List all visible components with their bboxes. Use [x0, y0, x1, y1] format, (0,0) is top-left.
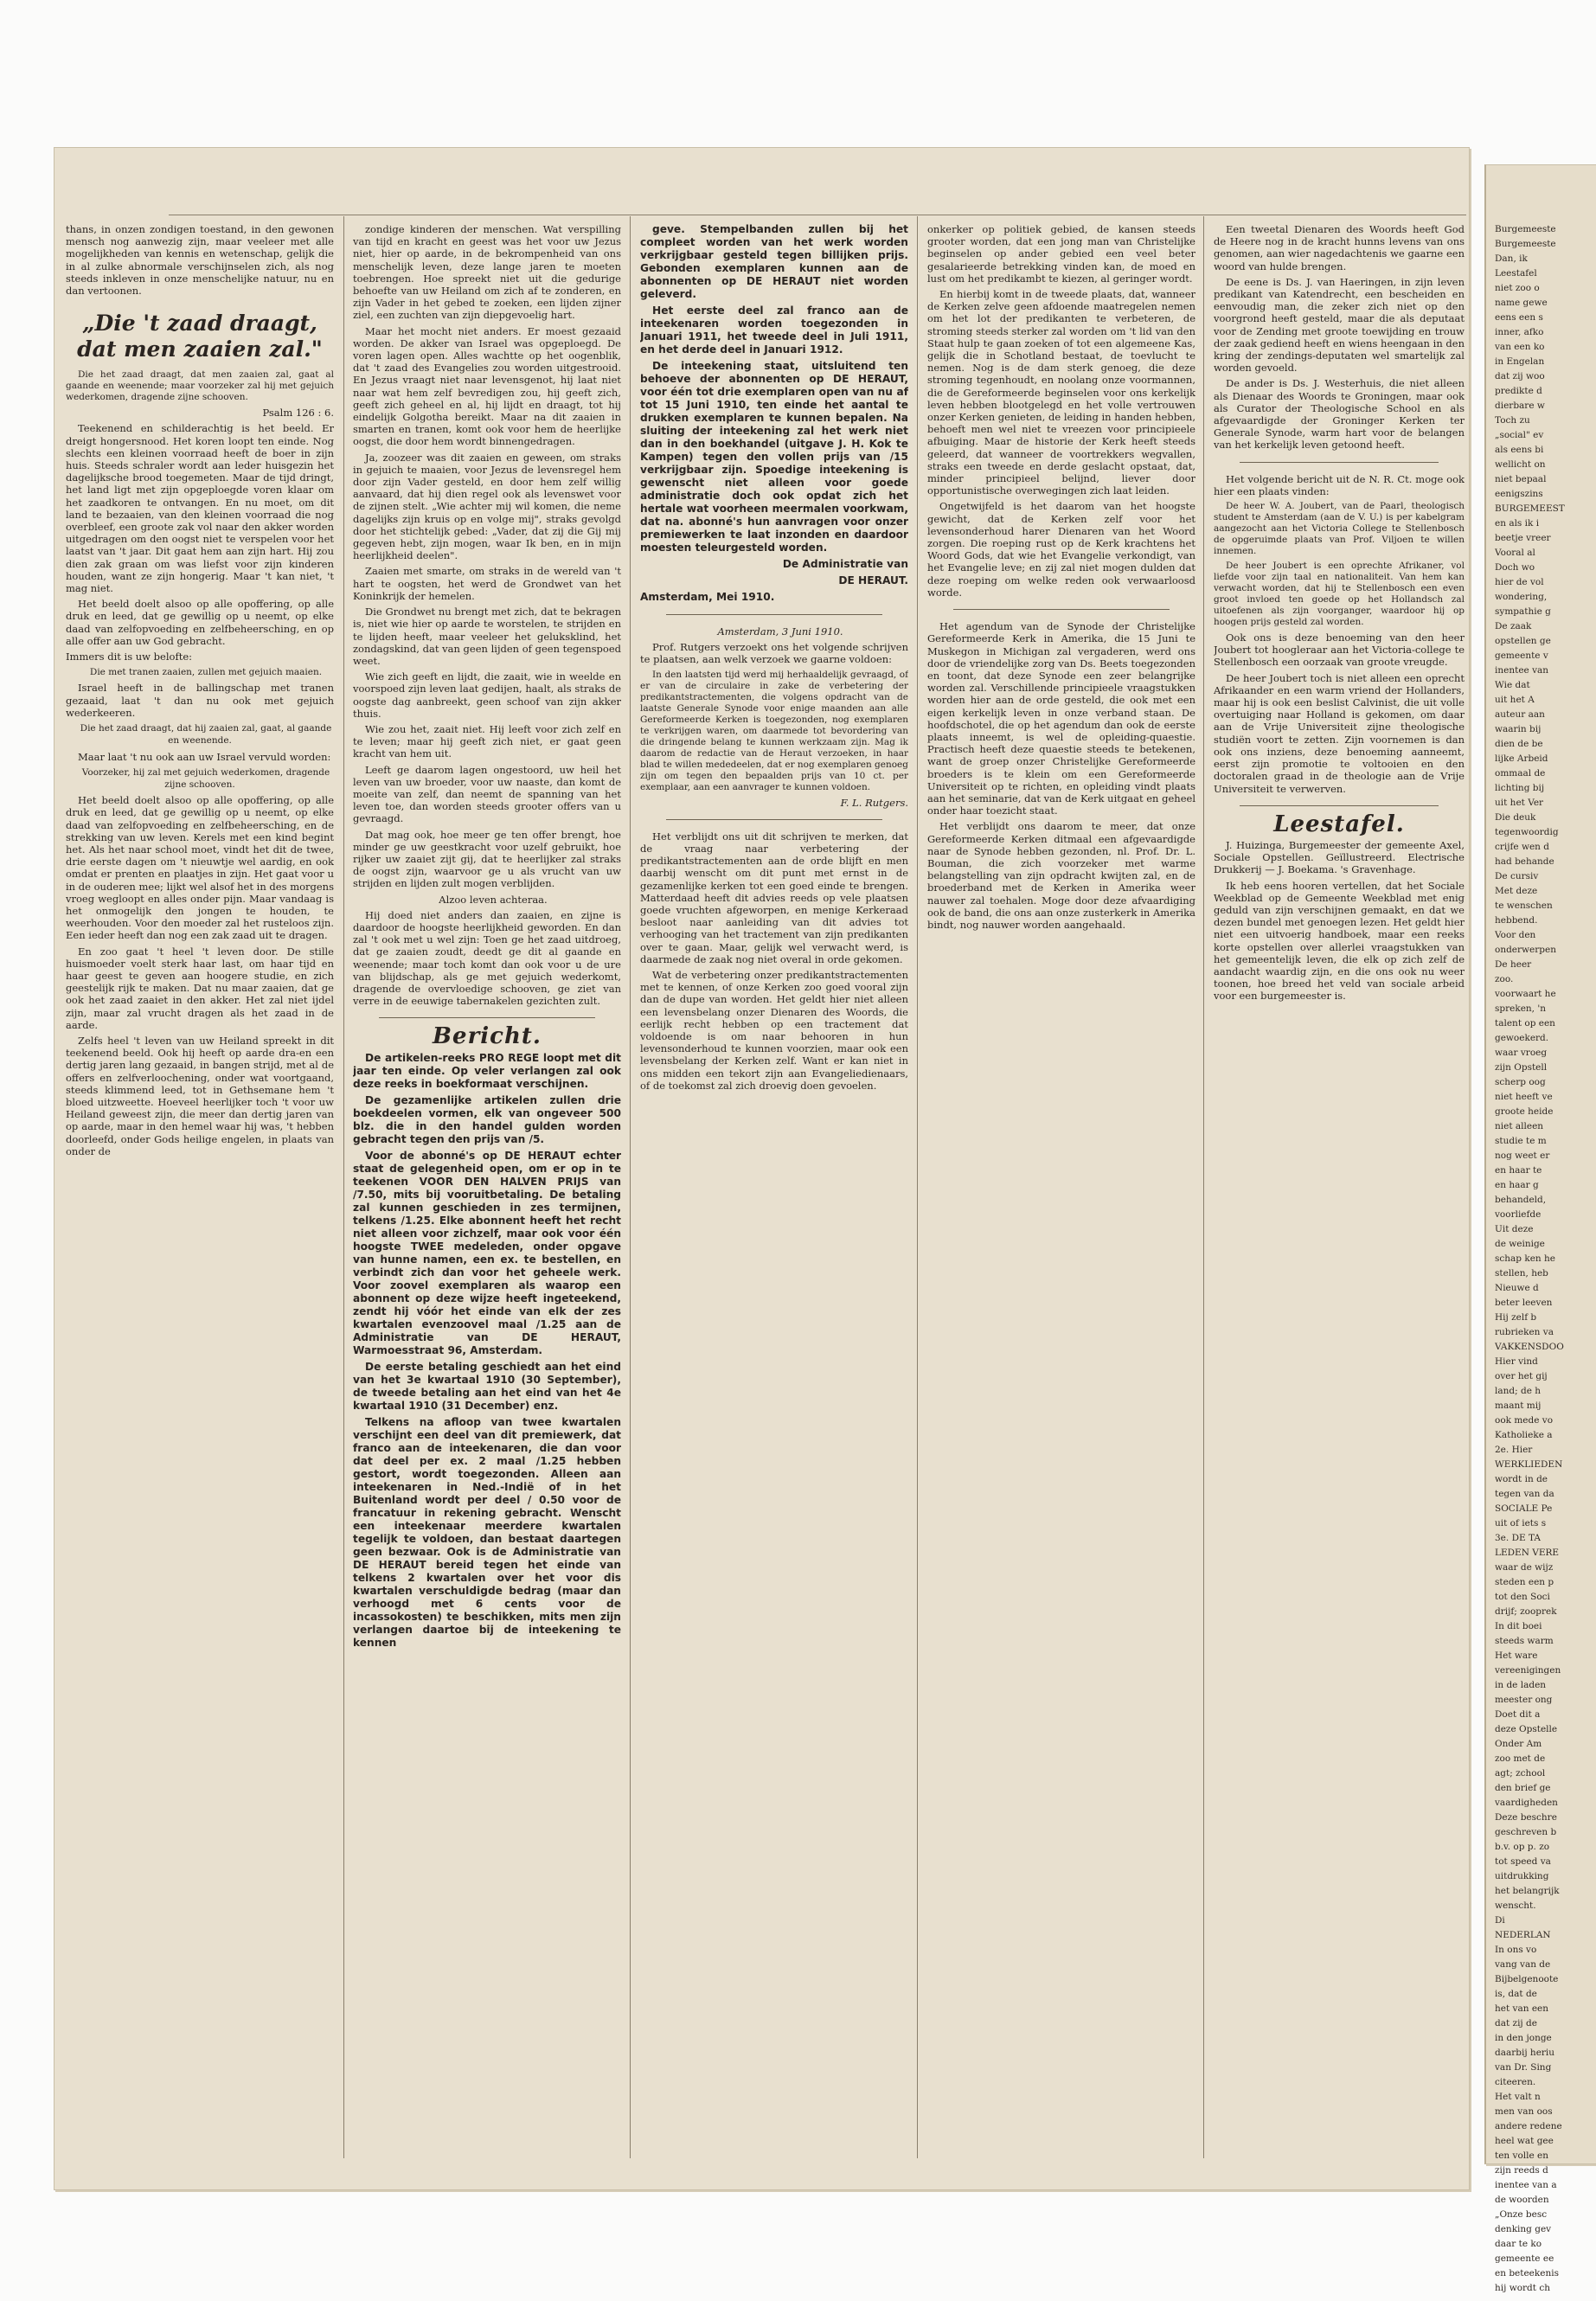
fragment-line: dierbare w [1495, 401, 1545, 411]
fragment-line: is, dat de [1495, 1989, 1537, 1999]
fragment-line: eens een s [1495, 312, 1543, 323]
paragraph: Ja, zoozeer was dit zaaien en geween, om straks in gejuich te maaien, voor Jezus de levensregel hem door zijn Vader gesteld, en door hem zelf willig aanvaard, dat hij dien regel ook als levenswet voor de zijnen stelt. „Wie achter mij wil komen, die neme dagelijks zijn kruis op en volge mij", straks gevolgd door het stichtelijk gebed: „Vader, dat zij die Gij mij gegeven hebt, zijn mogen, waar Ik ben, en in mijn heerlijkheid deelen". [353, 451, 621, 562]
fragment-line: behandeld, [1495, 1195, 1547, 1205]
fragment-line: inentee van [1495, 665, 1549, 676]
fragment-line: crijfe wen d [1495, 842, 1549, 852]
fragment-line: maant mij [1495, 1400, 1542, 1411]
fragment-line: de weinige [1495, 1239, 1545, 1249]
fragment-line: wordt in de [1495, 1474, 1548, 1484]
fragment-line: De zaak [1495, 621, 1532, 631]
fragment-line: WERKLIEDEN [1495, 1459, 1563, 1470]
fragment-line: niet heeft ve [1495, 1092, 1553, 1102]
paragraph: Wie zou het, zaait niet. Hij leeft voor zich zelf en te leven; maar hij geeft zich niet, er gaat geen kracht van hem uit. [353, 722, 621, 760]
fragment-line: en als ik i [1495, 518, 1540, 529]
paragraph: Immers dit is uw belofte: [66, 651, 192, 663]
fragment-line: gewoekerd. [1495, 1033, 1549, 1043]
notice-paragraph: De gezamenlijke artikelen zullen drie boekdeelen vormen, elk van ongeveer 500 blz. die in den handel gulden worden gebracht tegen den prijs van /5. [353, 1093, 621, 1145]
fragment-line: uitdrukking [1495, 1871, 1549, 1881]
fragment-line: agt; zchool [1495, 1768, 1546, 1779]
fragment-line: land; de h [1495, 1386, 1542, 1396]
paragraph: Maar het mocht niet anders. Er moest gezaaid worden. De akker van Israel was opgeploegd. De voren lagen open. Alles wachtte op het oogenblik, dat 't zaad des Evangelies zou worden uitgestrooid. En Jezus vraagt niet naar levensgenot, hij laat niet naar wat hem zelf bevredigen zou, hij geeft zich, geeft zich geheel en al, hij lijdt en draagt, tot hij eindelijk Golgotha bereikt. Maar na dit zaaien in smarten en tranen, komt ook voor hem de heerlijke oogst, die door hem wordt binnengedragen. [353, 324, 621, 448]
paragraph: Leeft ge daarom lagen ongestoord, uw heil het leven van uw broeder, voor uw naaste, dan komt de moeite van zelf, dan neemt de spanning van het leven toe, dan worden steeds grooter offers van u gevraagd. [353, 763, 621, 825]
fragment-line: BURGEMEEST [1495, 503, 1565, 514]
paragraph: Maar laat 't nu ook aan uw Israel vervuld worden: [78, 750, 331, 763]
notice-paragraph: De inteekening staat, uitsluitend ten behoeve der abonnenten op DE HERAUT, voor één tot drie exemplaren open van nu af tot 15 Juni 1910, ten einde het aantal te drukken exemplaren te kunnen bepalen. Na sluiting der inteekening zal het werk niet dan in den boekhandel (uitgave J. H. Kok te Kampen) tegen den vollen prijs van /15 verkrijgbaar zijn. Spoedige inteekening is gewenscht niet alleen voor goede administratie doch ook opdat zich het hertale wat voorheen meermalen voorkwam, dat na. abonné's hun aanvragen voor onzer premiewerken te laat inzonden en daardoor moesten teleurgesteld worden. [640, 360, 908, 554]
fragment-line: wellicht on [1495, 459, 1546, 470]
quoted-paragraph: De heer W. A. Joubert, van de Paarl, theologisch student te Amsterdam (aan de V. U.) is per kabelgram aangezocht aan het Victoria College te Stellenbosch de opgeruimde plaats van Prof. Viljoen te willen innemen. [1214, 501, 1465, 557]
verse-quote: Die met tranen zaaien, zullen met gejuich maaien. [89, 667, 323, 678]
fragment-line: In ons vo [1495, 1945, 1537, 1955]
paragraph: Het agendum van de Synode der Christelijke Gereformeerde Kerk in Amerika, die 15 Juni te Muskegon in Michigan zal vergaderen, werd ons door de vriendelijke zorg van Ds. Beets toegezonden en toont, dat deze Synode een zeer belangrijke worden zal. Verschillende principieele vraagstukken worden hier aan de orde gesteld, die ook met een eigen kerkelijk leven in onze verband staan. De hoofdschotel, die op het agendum dan ook de eerste plaats inneemt, is wel de opleiding-quaestie. Practisch heeft deze quaestie steeds te betekenen, want de groep onzer Christelijke Gereformeerde broeders is te klein om een Gereformeerde Universiteit op te richten, en opleiding vindt plaats aan het seminarie, dat van de Kerk uitgaat en geheel onder haar toezicht staat. [927, 620, 1195, 817]
fragment-line: vaardigheden [1495, 1798, 1558, 1808]
paragraph: Een tweetal Dienaren des Woords heeft God de Heere nog in de kracht hunns levens van ons genomen, aan wier nagedachtenis we gaarne een woord van hulde brengen. [1214, 223, 1465, 272]
fragment-line: waarin bij [1495, 724, 1542, 734]
fragment-line: voorliefde [1495, 1209, 1542, 1220]
fragment-line: Dan, ik [1495, 253, 1528, 264]
fragment-line: Wie dat [1495, 680, 1530, 690]
fragment-line: zijn reeds d [1495, 2165, 1548, 2176]
paragraph: Het volgende bericht uit de N. R. Ct. moge ook hier een plaats vinden: [1214, 472, 1465, 497]
paragraph: Die Grondwet nu brengt met zich, dat te bekragen is, niet wie hier op aarde te worstelen, te strijden en te lijden heeft, maar veeleer het geluksklind, het zondagskind, dat van geen lijden of geen tegenspoed weet. [353, 606, 621, 667]
fragment-line: LEDEN VERE [1495, 1548, 1560, 1558]
fragment-line: VAKKENSDOO [1495, 1342, 1564, 1352]
fragment-line: daar te ko [1495, 2239, 1542, 2249]
column-2 [353, 223, 621, 1653]
fragment-line: ten volle en [1495, 2150, 1549, 2161]
fragment-line: tot den Soci [1495, 1592, 1550, 1602]
fragment-line: b.v. op p. zo [1495, 1842, 1550, 1852]
paragraph: En zoo gaat 't heel 't leven door. De stille huismoeder voelt sterk haar last, om haar tijd en haar geest te geven aan hoogere studie, en zich geestelijk rijk te maken. Dat nu maar zaaien, dat ge ook het zaad zaaiet in den akker. Het zal niet ijdel zijn, maar zal vrucht dragen als het zaad in de aarde. [66, 945, 334, 1031]
verse-reference: Psalm 126 : 6. [262, 407, 334, 420]
column-1 [66, 223, 334, 1161]
verse-quote: Die het zaad draagt, dat men zaaien zal, gaat al gaande en weenende; maar voorzeker zal hij met gejuich wederkomen, dragende zijne schooven. [66, 369, 334, 403]
fragment-line: Hier vind [1495, 1356, 1538, 1367]
fragment-line: Doch wo [1495, 562, 1535, 573]
fragment-line: Toch zu [1495, 415, 1530, 426]
fragment-line: als eens bi [1495, 445, 1544, 455]
fragment-line: talent op een [1495, 1018, 1555, 1029]
fragment-line: geschreven b [1495, 1827, 1557, 1837]
fragment-line: zoo met de [1495, 1753, 1546, 1764]
fragment-line: opstellen ge [1495, 636, 1551, 646]
paragraph: Israel heeft in de ballingschap met tranen gezaaid, laat 't dan nu ook met gejuich wederkeeren. [66, 682, 334, 719]
fragment-line: In dit boei [1495, 1621, 1542, 1631]
fragment-line: scherp oog [1495, 1077, 1546, 1087]
fragment-line: zijn Opstell [1495, 1062, 1548, 1073]
fragment-line: andere redene [1495, 2121, 1562, 2131]
notice-paragraph: De eerste betaling geschiedt aan het eind van het 3e kwartaal 1910 (30 September), de tweede betaling aan het eind van het 4e kwartaal 1910 (31 December) enz. [353, 1360, 621, 1412]
paragraph: Dat mag ook, hoe meer ge ten offer brengt, hoe minder ge uw geestkracht voor uzelf gebruikt, hoe rijker uw zaaiet zijt gij, dat te heerlijker zal straks de oogst zijn, waarvoor ge u als vrucht van uw strijden en lijden zult mogen verblijden. [353, 828, 621, 890]
fragment-line: Het valt n [1495, 2092, 1541, 2102]
fragment-line: drijf; zooprek [1495, 1606, 1557, 1617]
fragment-line: steeds warm [1495, 1636, 1554, 1646]
paragraph: zondige kinderen der menschen. Wat verspilling van tijd en kracht en geest was het voor uw Jezus niet, hier op aarde, in de bekrompenheid van ons menschelijk leven, deze lange jaren te moeten toebrengen. Hoe spreekt niet uit die gedurige behoefte van uw Heiland om zich af te zonderen, en zijn Vader in het gebed te zoeken, een lijden zijner ziel, een zuchten van zijn diepgevoelig hart. [353, 223, 621, 322]
notice-paragraph: Het eerste deel zal franco aan de inteekenaren worden toegezonden in Januari 1911, het tweede deel in Juli 1911, en het derde deel in Januari 1912. [640, 304, 908, 356]
fragment-line: het belangrijk [1495, 1886, 1560, 1896]
fragment-line: uit het A [1495, 695, 1535, 705]
fragment-line: groote heide [1495, 1106, 1554, 1117]
fragment-line: van Dr. Sing [1495, 2062, 1552, 2073]
fragment-line: gemeente v [1495, 651, 1548, 661]
fragment-line: hij wordt ch [1495, 2283, 1550, 2293]
paragraph: Ook ons is deze benoeming van den heer Joubert tot hoogleraar aan het Victoria-college te Stellenbosch een oorzaak van groote vreugde. [1214, 631, 1465, 669]
fragment-line: wondering, [1495, 592, 1548, 602]
fragment-line: Met deze [1495, 886, 1538, 896]
fragment-line: tegen van da [1495, 1489, 1554, 1499]
paragraph: Het verblijdt ons daarom te meer, dat onze Gereformeerde Kerken ditmaal een afgevaardigde naar de Synode hebben gezonden, nl. Prof. Dr. L. Bouman, die zich voorzeker met warme belangstelling van zijn opdracht kwijten zal, en de broederband met de Kerken in Amerika weer nauwer zal toehalen. Moge door deze afvaardiging ook de band, die ons aan onze zusterkerk in Amerika bindt, nog nauwer worden aangehaald. [927, 820, 1195, 931]
fragment-line: Bijbelgenoote [1495, 1974, 1559, 1984]
fragment-line: hebbend. [1495, 915, 1538, 926]
fragment-line: van een ko [1495, 342, 1545, 352]
fragment-line: Burgemeeste [1495, 224, 1556, 234]
fragment-line: NEDERLAN [1495, 1930, 1551, 1940]
fragment-line: predikte d [1495, 386, 1542, 396]
fragment-line: Doet dit a [1495, 1709, 1541, 1720]
fragment-line: Uit deze [1495, 1224, 1534, 1234]
paragraph: Wie zich geeft en lijdt, die zaait, wie in weelde en voorspoed zijn leven laat gedijen, haalt, als straks de oogste dag aanbreekt, geen schoof van zijn akker thuis. [353, 670, 621, 720]
fragment-line: tegenwoordig [1495, 827, 1559, 837]
fragment-line: Deze beschre [1495, 1812, 1557, 1823]
column-4 [927, 223, 1195, 934]
paragraph: Teekenend en schilderachtig is het beeld. Er dreigt hongersnood. Het koren loopt ten einde. Nog slechts een kleinen voorraad heeft de boer in zijn huis. Steeds schraler wordt aan leder huisgezin het dagelijksche brood toegemeten. Maar de tijd dringt, het land ligt met zijn opgeploegde voren klaar om het zaadkoren te ontvangen. En nu moet, om dit land te bezaaien, van den kleinen voorraad die nog overbleef, een groote zak vol naar den akker worden uitgedragen om den oogst niet te verspelen voor het laatst van 't jaar. Dit gaat hem aan zijn hart. Hij zou dien zak graan om was liefst voor zijn kinderen houden, want ze zijn hongerig. Maar 't kan niet, 't mag niet. [66, 422, 334, 595]
intro-paragraph: thans, in onzen zondigen toestand, in den gewonen mensch nog aanwezig zijn, maar veeleer met alle mogelijkheden van kennis en wetenschap, gelijk die in al zulke abnormale verschijnselen zich, als nog steeds inkleven in onze menschelijke natuur, nu en dan vertoonen. [66, 223, 334, 298]
fragment-line: eenigszins [1495, 489, 1543, 499]
fragment-line: Voor den [1495, 930, 1536, 940]
fragment-line: in Engelan [1495, 356, 1545, 367]
quoted-letter: In den laatsten tijd werd mij herhaaldelijk gevraagd, of er van de circulaire in zake de verbetering der predikantstractementen, die volgens opdracht van de laatste Generale Synode voor enige maanden aan alle Gereformeerde Kerken is toegezonden, nog exemplaren te verkrijgen waren, om daarmede tot bevordering van die dringende belang te kunnen werkzaam zijn. Mag ik daarom de redactie van de Heraut verzoeken, in haar blad te willen mededeelen, dat er nog exemplaren genoeg zijn om tegen den bepaalden prijs van 10 ct. per exemplaar, aan een aanvrager te kunnen voldoen. [640, 669, 908, 792]
fragment-line: den brief ge [1495, 1783, 1551, 1793]
fragment-line: Hij zelf b [1495, 1312, 1537, 1323]
fragment-line: name gewe [1495, 298, 1548, 308]
paragraph: Wat de verbetering onzer predikantstractementen met te kennen, of onze Kerken zoo goed vooral zijn dan de dupe van worden. Het geldt hier niet alleen een levensbelang onzer Dienaren des Woords, die eerlijk recht hebben op een tractement dat voldoende is om naar behooren in hun levensonderhoud te kunnen voorzien, maar ook een levensbelang der Kerken zelf. Want er kan niet in ons midden een tekort zijn aan Evangeliedienaars, of de toekomst zal zich droevig doen gevoelen. [640, 969, 908, 1092]
column-rule [630, 216, 631, 2158]
article-heading: „Die 't zaad draagt, dat men zaaien zal." [77, 311, 323, 362]
signature-place: Amsterdam, Mei 1910. [640, 591, 775, 603]
paragraph: De ander is Ds. J. Westerhuis, die niet alleen als Dienaar des Woords te Groningen, maar ook als Curator der Theologische School en als afgevaardigde der Groninger Kerken ter Generale Synode, warm hart voor de belangen van het kerkelijk leven getoond heeft. [1214, 377, 1465, 452]
fragment-line: denking gev [1495, 2224, 1552, 2234]
fragment-line: Het ware [1495, 1650, 1538, 1661]
fragment-line: Die deuk [1495, 812, 1536, 823]
fragment-line: auteur aan [1495, 709, 1545, 720]
fragment-line: SOCIALE Pe [1495, 1503, 1553, 1514]
fragment-line: waar de wijz [1495, 1562, 1554, 1573]
fragment-line: inner, afko [1495, 327, 1544, 337]
signature-name: DE HERAUT. [838, 574, 908, 586]
fragment-line: uit of iets s [1495, 1518, 1547, 1529]
fragment-line: zoo. [1495, 974, 1514, 984]
fragment-line: gemeente ee [1495, 2253, 1554, 2264]
fragment-line: de woorden [1495, 2195, 1549, 2205]
fragment-line: vang van de [1495, 1959, 1551, 1970]
column-3 [640, 223, 908, 1095]
fragment-line: studie te m [1495, 1136, 1547, 1146]
paragraph: Het verblijdt ons uit dit schrijven te merken, dat de vraag naar verbetering der predikantstractementen aan de orde blijft en men daarbij wenscht om dit punt met ernst in de gezamenlijke kerken tot een goed einde te brengen. Matterdaad heeft dit advies reeds op vele plaatsen goede vruchten afgeworpen, en menige Kerkeraad besloot naar aanleiding van dit advies tot verhooging van het tractement van zijn predikanten over te gaan. Maar, gelijk wel verwacht werd, is daarmede de zaak nog niet overal in orde gekomen. [640, 830, 908, 965]
fragment-line: onderwerpen [1495, 945, 1556, 955]
fragment-line: had behande [1495, 856, 1554, 867]
paragraph: onkerker op politiek gebied, de kansen steeds grooter worden, dat een jong man van Christelijke beginselen op ander gebied een veel beter gesalarieerde betrekking vinden kan, de moed en lust om het predikambt te kiezen, al geringer wordt. [927, 223, 1195, 285]
fragment-line: tot speed va [1495, 1856, 1551, 1867]
fragment-line: daarbij heriu [1495, 2048, 1555, 2058]
fragment-line: lijke Arbeid [1495, 753, 1548, 764]
paragraph: Alzoo leven achteraa. [439, 893, 548, 906]
fragment-line: Vooral al [1495, 548, 1535, 558]
fragment-line: De cursiv [1495, 871, 1539, 881]
fragment-line: uit het Ver [1495, 798, 1544, 808]
notice-paragraph: geve. Stempelbanden zullen bij het compleet worden van het werk worden verkrijgbaar gesteld tegen billijken prijs. Gebonden exemplaren kunnen aan de abonnenten op DE HERAUT niet worden geleverd. [640, 223, 908, 300]
fragment-line: men van oos [1495, 2106, 1553, 2117]
fragment-line: Leestafel [1495, 268, 1537, 279]
notice-paragraph: Voor de abonné's op DE HERAUT echter staat de gelegenheid open, om er op in te teekenen VOOR DEN HALVEN PRIJS van /7.50, mits bij vooruitbetaling. De betaling zal kunnen geschieden in zes termijnen, telkens /1.25. Elke abonnent heeft het recht niet alleen voor zichzelf, maar ook voor één hoogste TWEE medeleden, onder opgave van hunne namen, een ex. te bestellen, en verbindt zich dan voor het geheele werk. Voor zoovel exemplaren als waarop een abonnent op deze wijze heeft ingeteekend, zendt hij vóór het einde van elk der zes kwartalen evenzoovel maal /1.25 aan de Administratie van DE HERAUT, Warmoesstraat 96, Amsterdam. [353, 1149, 621, 1356]
notice-paragraph: Telkens na afloop van twee kwartalen verschijnt een deel van dit premiewerk, dat franco aan de inteekenaren, die dan voor dat deel per ex. 2 maal /1.25 hebben gestort, wordt toegezonden. Alleen aan inteekenaren in Ned.-Indië of in het Buitenland wordt per deel / 0.50 voor de francatuur in rekening gebracht. Wenscht een inteekenaar meerdere kwartalen tegelijk te voldoen, dan bestaat daartegen geen bezwaar. Ook is de Administratie van DE HERAUT bereid tegen het einde van telkens 2 kwartalen over het voor dis kwartalen verschuldigde bedrag (maar dan verhoogd met 6 cents voor de incassokosten) te beschikken, mits men zijn verlangen daartoe bij de inteekening te kennen [353, 1415, 621, 1649]
fragment-line: „social" ev [1495, 430, 1544, 440]
fragment-line: in de laden [1495, 1680, 1547, 1690]
fragment-line: niet bepaal [1495, 474, 1547, 484]
fragment-line: wenscht. [1495, 1900, 1536, 1911]
fragment-line: spreken, 'n [1495, 1003, 1547, 1014]
paragraph: Ik heb eens hooren vertellen, dat het Sociale Weekblad op de Gemeente Weekblad met enig geduld van zijn verschijnen gemaakt, en dat we dezen bundel met genoegen lezen. Het geldt hier niet een uitvoerig handboek, maar een reeks korte opstellen over allerlei vraagstukken van het gemeentelijk leven, die elk op zich zelf de aandacht waardig zijn, en die ons ook nu weer toonen, hoe breed het veld van sociale arbeid voor een burgemeester is. [1214, 879, 1465, 1003]
leestafel-heading: Leestafel. [1273, 811, 1405, 837]
fragment-line: Onder Am [1495, 1739, 1542, 1749]
divider [379, 1017, 595, 1018]
fragment-line: citeeren. [1495, 2077, 1536, 2087]
fragment-line: en haar g [1495, 1180, 1539, 1190]
fragment-line: dat zij de [1495, 2018, 1537, 2029]
fragment-line: schap ken he [1495, 1253, 1556, 1264]
fragment-line: nog weet er [1495, 1150, 1550, 1161]
verse-quote: Voorzeker, hij zal met gejuich wederkomen, dragende zijne schooven. [81, 766, 330, 790]
fragment-line: ook mede vo [1495, 1415, 1554, 1426]
paragraph: Zelfs heel 't leven van uw Heiland spreekt in dit teekenend beeld. Ook hij heeft op aarde dra-en een dertig jaren lang gezaaid, in bangen strijd, met al de offers en zelfverloochening, onder wat voortgaand, steeds klimmend leed, tot in Gethsemane hem 't bloed uitzweette. Hoeveel heerlijker toch 't voor uw Heiland geweest zijn, die meer dan dertig jaren van op aarde, maar in den hemel waar hij was, 't hebben doorleefd, onder Gods heilige engelen, in plaats van onder de [66, 1034, 334, 1157]
fragment-line: 3e. DE TA [1495, 1533, 1542, 1543]
paragraph: De heer Joubert toch is niet alleen een oprecht Afrikaander en een warm vriend der Hollanders, maar hij is ook een beslist Calvinist, die uit volle overtuiging naar Holland is gekomen, om daar aan de Vrije Universiteit zijne theologische studiën voort te zetten. Zijn voornemen is dan ook ons inziens, deze benoeming aanneemt, eerst zijn promotie te voltooien en den doctoralen graad in de theologie aan de Vrije Universiteit te verwerven. [1214, 671, 1465, 795]
fragment-line: over het gij [1495, 1371, 1548, 1381]
fragment-line: waar vroeg [1495, 1048, 1548, 1058]
fragment-line: het van een [1495, 2003, 1549, 2014]
fragment-line: stellen, heb [1495, 1268, 1548, 1279]
paragraph: Het beeld doelt alsoo op alle opoffering, op alle druk en leed, dat ge gewillig op u neemt, op elke daad van zelfopvoeding en zelfbeheersching, en op alle offer aan uw God gebracht. [66, 598, 334, 647]
fragment-line: deze Opstelle [1495, 1724, 1558, 1734]
dateline: Amsterdam, 3 Juni 1910. [717, 625, 843, 638]
fragment-line: rubrieken va [1495, 1327, 1554, 1337]
column-rule [917, 216, 918, 2158]
quoted-paragraph: De heer Joubert is een oprechte Afrikaner, vol liefde voor zijn taal en nationaliteit. Van hem kan verwacht worden, dat hij te Stellenbosch een even groot invloed ten goede op het Hollandsch zal uitoefenen als zijn voorganger, waardoor hij op hoogen prijs gesteld zal worden. [1214, 561, 1465, 628]
fragment-line: lichting bij [1495, 783, 1545, 793]
column-5 [1214, 223, 1465, 1006]
fragment-line: hier de vol [1495, 577, 1544, 587]
fragment-line: ommaal de [1495, 768, 1546, 779]
fragment-line: te wenschen [1495, 901, 1553, 911]
fragment-line: meester ong [1495, 1695, 1553, 1705]
paragraph: Het beeld doelt alsoo op alle opoffering, op alle druk en leed, dat ge gewillig op u neemt, op elke daad van zelfopvoeding en zelfbeheersching, en de strekking van uw leven. Kerels met een kind begint het. Als het naar school moet, vindt het dit de twee, drie eerste dagen om 't nieuwtje wel aardig, en ook omdat er prenten en plaatjes in zijn. Het gaat voor u in de ouderen mee; lijkt wel alsof het in des morgens vroeg wegloopt en alles onder pijn. Maar vandaag is het onmogelijk den jongen te houden, te weerhouden. Voor den moeder zal het rusteloos zijn. Een ieder heeft dan nog een zak zaad uit te dragen. [66, 794, 334, 942]
divider [1240, 805, 1439, 806]
book-entry: J. Huizinga, Burgemeester der gemeente Axel, Sociale Opstellen. Geïllustreerd. Electrische Drukkerij — J. Boekama. 's Gravenhage. [1214, 838, 1465, 876]
adjacent-page-text [1495, 223, 1594, 2297]
fragment-line: Katholieke a [1495, 1430, 1553, 1440]
fragment-line: steden een p [1495, 1577, 1554, 1587]
fragment-line: De heer [1495, 959, 1532, 970]
paragraph: De eene is Ds. J. van Haeringen, in zijn leven predikant van Katendrecht, een bescheiden en eenvoudig man, die zeker zich niet op den voorgrond heeft gesteld, maar die als deputaat voor de Zending met groote toewijding en trouw der zaak gediend heeft en wiens heengaan in den kring der zendings-deputaten wel smartelijk zal worden gevoeld. [1214, 275, 1465, 375]
fragment-line: voorwaart he [1495, 989, 1556, 999]
fragment-line: vereenigingen [1495, 1665, 1561, 1676]
paragraph: Prof. Rutgers verzoekt ons het volgende schrijven te plaatsen, aan welk verzoek we gaarne voldoen: [640, 641, 908, 666]
divider [1240, 462, 1439, 463]
fragment-line: sympathie g [1495, 606, 1551, 617]
notice-paragraph: De artikelen-reeks PRO REGE loopt met dit jaar ten einde. Op veler verlangen zal ook deze reeks in boekformaat verschijnen. [353, 1051, 621, 1090]
fragment-line: beter leeven [1495, 1298, 1553, 1308]
paragraph: Zaaien met smarte, om straks in de wereld van 't hart te oogsten, het werd de Grondwet van het Koninkrijk der hemelen. [353, 565, 621, 602]
fragment-line: Nieuwe d [1495, 1283, 1539, 1293]
paragraph: En hierbij komt in de tweede plaats, dat, wanneer de Kerken zelve geen afdoende maatregelen nemen om het lot der predikanten te verbeteren, de stroming steeds sterker zal worden om 't lid van den Staat hulp te gaan zoeken of tot een algemeene Kas, gelijk die in Schotland bestaat, de toevlucht te nemen. Nog is de dam sterk genoeg, die deze stroming tegenhoudt, en noolang onze voormannen, die de Gereformeerde beginselen voor ons kerkelijk leven hebben blootgelegd en het volle vertrouwen onzer Kerken genieten, de leiding in handen hebben, behoeft men wel niet te vreezen voor principieele afbuiging. Maar de historie der Kerk heeft steeds geleerd, dat wanneer de voortrekkers wegvallen, straks een tweede en derde geslacht opstaat, dat, minder principieel belijnd, liever door opportunistische overwegingen zich laat leiden. [927, 288, 1195, 497]
verse-quote: Die het zaad draagt, dat hij zaaien zal, gaat, al gaande en weenende. [80, 723, 332, 747]
paragraph: Hij doed niet anders dan zaaien, en zijne is daardoor de hoogste heerlijkheid geworden. En dan zal 't ook met u wel zijn: Toen ge het zaad uitdroeg, dat ge zaaien zoudt, deedt ge dit al gaande en weenende; maar toch komt dan ook voor u de ure van blijdschap, als ge met gejuich wederkomt, dragende de overvloedige schooven, ge ziet van verre in de eeuwige tabernakelen gezichten zult. [353, 908, 621, 1008]
fragment-line: dien de be [1495, 739, 1543, 749]
fragment-line: inentee van a [1495, 2180, 1557, 2190]
column-rule [1203, 216, 1204, 2158]
letter-signature: F. L. Rutgers. [840, 796, 908, 809]
divider [953, 609, 1170, 610]
fragment-line: beetje vreer [1495, 533, 1551, 543]
fragment-line: en beteekenis [1495, 2268, 1559, 2279]
fragment-line: niet alleen [1495, 1121, 1544, 1131]
paragraph: Ongetwijfeld is het daarom van het hoogste gewicht, dat de Kerken zelf voor het levensonderhoud harer Dienaren van het Woord zorgen. Die roeping rust op de Kerk krachtens het Woord Gods, dat wie het Evangelie verkondigt, van het Evangelie leve; en zij zal niet mogen dulden dat deze roeping om welke reden ook verwaarloosd worde. [927, 500, 1195, 599]
fragment-line: Burgemeeste [1495, 239, 1556, 249]
fragment-line: heel wat gee [1495, 2136, 1554, 2146]
divider [666, 614, 882, 615]
signature-org: De Administratie van [782, 558, 908, 570]
fragment-line: Di [1495, 1915, 1505, 1926]
column-rule [343, 216, 344, 2158]
fragment-line: en haar te [1495, 1165, 1542, 1176]
divider [666, 819, 882, 820]
bericht-heading: Bericht. [433, 1023, 542, 1050]
fragment-line: niet zoo o [1495, 283, 1540, 293]
fragment-line: in den jonge [1495, 2033, 1552, 2043]
fragment-line: „Onze besc [1495, 2209, 1548, 2220]
fragment-line: dat zij woo [1495, 371, 1545, 381]
fragment-line: 2e. Hier [1495, 1445, 1533, 1455]
